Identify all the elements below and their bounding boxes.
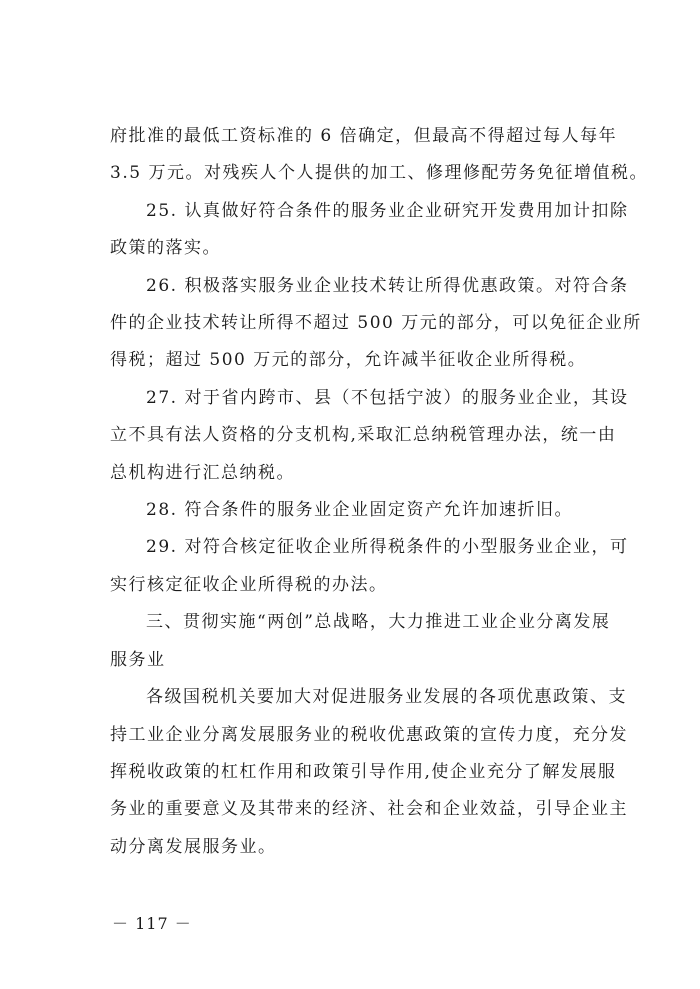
text-line: 29. 对符合核定征收企业所得税条件的小型服务业企业，可 [146, 537, 629, 558]
text-line: 政策的落实。 [110, 238, 221, 259]
text-line: 持工业企业分离发展服务业的税收优惠政策的宣传力度，充分发 [110, 724, 628, 745]
text-line: 28. 符合条件的服务业企业固定资产允许加速折旧。 [146, 500, 573, 521]
text-line: 动分离发展服务业。 [110, 836, 277, 857]
text-line: 府批准的最低工资标准的 6 倍确定，但最高不得超过每人每年 [110, 126, 618, 146]
text-line: 27. 对于省内跨市、县（不包括宁波）的服务业企业，其设 [146, 387, 629, 408]
paragraph-item-25 [110, 193, 629, 268]
paragraph-section-body [110, 679, 628, 866]
text-line: 服务业 [110, 649, 166, 670]
paragraph-item-28 [110, 492, 610, 529]
paragraph-item-29 [110, 529, 629, 604]
text-line: 挥税收政策的杠杠作用和政策引导作用,使企业充分了解发展服 [110, 761, 617, 782]
paragraph-item-27 [110, 380, 629, 492]
text-line: 总机构进行汇总纳税。 [110, 462, 295, 483]
text-line: 立不具有法人资格的分支机构,采取汇总纳税管理办法，统一由 [110, 425, 617, 446]
text-line: 25. 认真做好符合条件的服务业企业研究开发费用加计扣除 [146, 200, 629, 221]
page-number: － 117 － [112, 914, 192, 933]
text-line: 26. 积极落实服务业企业技术转让所得优惠政策。对符合条 [146, 275, 629, 296]
section-heading [110, 604, 610, 679]
paragraph-item-26 [110, 268, 642, 380]
text-line: 实行核定征收企业所得税的办法。 [110, 574, 388, 595]
text-line: 三、贯彻实施“两创”总战略，大力推进工业企业分离发展 [146, 612, 611, 633]
paragraph-continuation [110, 118, 648, 193]
text-line: 得税；超过 500 万元的部分，允许减半征收企业所得税。 [110, 350, 587, 371]
text-line: 3.5 万元。对残疾人个人提供的加工、修理修配劳务免征增值税。 [110, 163, 648, 184]
page-body [110, 118, 648, 866]
text-line: 件的企业技术转让所得不超过 500 万元的部分，可以免征企业所 [110, 313, 642, 334]
text-line: 务业的重要意义及其带来的经济、社会和企业效益，引导企业主 [110, 799, 628, 820]
text-line: 各级国税机关要加大对促进服务业发展的各项优惠政策、支 [146, 687, 627, 708]
